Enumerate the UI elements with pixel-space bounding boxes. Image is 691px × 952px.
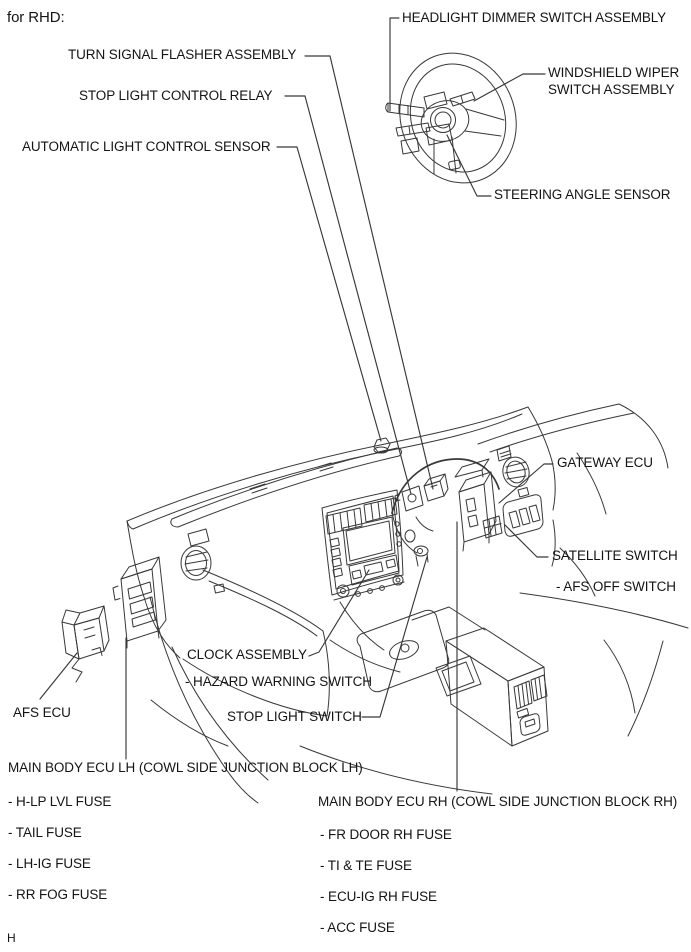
leader-windshield-wiper [474,74,545,101]
lower-stalk [396,123,430,154]
leader-turn-signal-flasher [305,56,433,489]
label-turn-signal-flasher: TURN SIGNAL FLASHER ASSEMBLY [68,47,297,62]
fuse-item-rh: - FR DOOR RH FUSE [320,827,452,842]
label-afs-off-switch: - AFS OFF SWITCH [556,579,676,594]
stop-light-switch-part [414,546,428,566]
label-stop-light-switch: STOP LIGHT SWITCH [227,709,362,724]
fuse-item-rh: - TI & TE FUSE [320,858,412,873]
fuse-item-lh: - RR FOG FUSE [8,887,108,902]
leader-stop-light-relay [285,96,411,494]
leader-stop-light-switch [362,557,427,717]
fuse-item-rh: - ACC FUSE [320,920,395,935]
label-satellite-switch: SATELLITE SWITCH [552,548,678,563]
afs-ecu-box [62,606,109,682]
fuse-item-lh: - H-LP LVL FUSE [8,794,112,809]
label-automatic-light-control-sensor: AUTOMATIC LIGHT CONTROL SENSOR [22,139,271,154]
center-stack [322,490,404,600]
navigation-screen [343,517,395,565]
variant-note: for RHD: [7,9,65,26]
windshield-wiper-stalk [450,92,475,106]
label-hazard-warning-switch: - HAZARD WARNING SWITCH [185,674,372,689]
label-main-body-ecu-lh: MAIN BODY ECU LH (COWL SIDE JUNCTION BLOCK LH) [8,760,363,775]
fuse-item-lh: - TAIL FUSE [8,825,82,840]
label-stop-light-control-relay: STOP LIGHT CONTROL RELAY [79,88,273,103]
page-mark: H [7,931,16,945]
steering-wheel-illustration [381,36,535,200]
leader-auto-light-sensor [277,147,381,441]
left-air-vent [181,529,225,593]
label-headlight-dimmer-switch: HEADLIGHT DIMMER SWITCH ASSEMBLY [402,10,667,25]
leader-satellite-switch [505,525,548,557]
leader-headlight-dimmer [390,18,399,111]
leader-steering-angle-sensor [447,135,491,196]
label-afs-ecu: AFS ECU [13,705,71,720]
headlight-dimmer-stalk [386,103,424,117]
leader-afs-ecu [40,653,77,699]
label-windshield-wiper-switch: WINDSHIELD WIPER SWITCH ASSEMBLY [548,65,680,97]
turn-signal-flasher-part [424,474,448,501]
fuse-item-rh: - ECU-IG RH FUSE [320,889,437,904]
glove-box-panel [183,570,329,716]
fuse-item-lh: - LH-IG FUSE [8,856,91,871]
label-clock-assembly: CLOCK ASSEMBLY [187,647,307,662]
main-body-ecu-lh-box [113,557,166,648]
switch-bank [503,495,543,537]
label-steering-angle-sensor: STEERING ANGLE SENSOR [494,187,671,202]
label-main-body-ecu-rh: MAIN BODY ECU RH (COWL SIDE JUNCTION BLOCK RH) [318,794,678,809]
label-gateway-ecu: GATEWAY ECU [557,455,653,470]
